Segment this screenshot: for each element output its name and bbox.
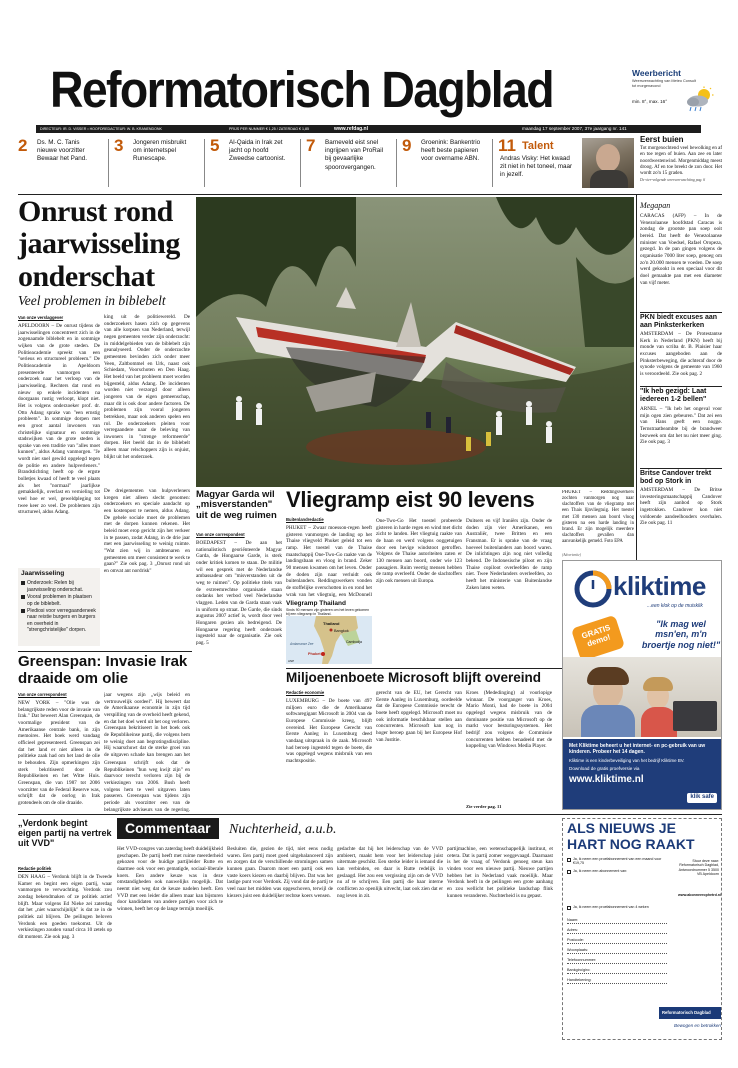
sun-cloud-rain-icon [682,86,716,114]
weather-widget-source: Weersverwachting van Meteo Consult [632,78,696,83]
kliktime-tagline: ...een klok op de muisklik [647,603,703,609]
fact-box-item-text: Onderzoek: Relen bij jaarwisseling onderschat. [27,580,84,593]
ad-blurb: Met Kliktime beheert u het internet- en pc-gebruik van uw kinderen. Probeer het 14 dagen. [569,743,706,756]
coupon-option[interactable] [567,905,667,910]
map-label: Bangkok [334,629,349,633]
verdonk-body: DEN HAAG – Verdonk blijft in de Tweede Kamer en begint een eigen partij, waar vanmorgen te verwachting. Verdonk zou zondag bekendmaken of ze politiek actief blijft. Maar volgens Ed Nieke zei zaterdag dat het „niet waarschijnlijk" is dat ze in de politiek zal blijven. De peilingen beloven Verdonk een goeden toekomst. Uit de verkiezingen zouden vanaf circa 10 zetels op dit moment. Zie ook pag. 3 [18,874,112,940]
weather-widget-period: tot morgenavond [632,83,661,88]
commentaar-title: Nuchterheid, a.u.b. [229,822,337,837]
lead-subhead: Veel problemen in biblebelt [18,293,166,308]
teaser-strip [18,137,635,191]
garda-body: BOEDAPEST – De aan het nationalistisch georiënteerde Magyar Garda, de Hongaarse Garde, is sterk onder kritiek komen te staan. De militie wil een gesprek met de Nederlandse ambassadeur om "misverstanden uit de weg te ruimen". Op politieke titels van de extreemrechtse organisatie staan ondanks het verbod veel Nederlandse vlaggen. Leden van de Garda staan vaak in uniform op straat. De Garde, die sinds augustus 2007 actief is, wordt door veel Hongaren gezien als bedreigend. De Hongaarse regering heeft onderzoek ingesteld naar de organisatie. Zie ook pag. 5 [196,540,282,646]
coupon-brand-bar [659,1007,721,1019]
weather-widget [632,68,718,118]
fact-box-item-text: Plediosi voor verregaandeneek naar reistie burgers en burgers en overheid in "strengchristelijke" dorpen. [27,608,96,634]
map-title: Vliegramp Thailand [286,600,346,607]
coupon-field[interactable] [567,917,667,924]
talent-portrait [582,138,634,188]
candover-headline: Britse Candover trekt bod op Stork in [640,470,712,485]
garda-byline: Van onze correspondent [196,532,245,537]
teaser-talent[interactable] [498,137,634,189]
lead-headline: Onrust rond jaarwisseling onderschat [18,195,180,293]
quote-headline: "Ik heb gezigd: Laat iedereen 1-2 bellen" [640,388,707,403]
weather-widget-temps: min. 8°, max. 16° [632,98,668,104]
coupon-field-label: Handtekening: [567,978,592,982]
fact-box-item [21,594,97,607]
checkbox-icon[interactable] [567,906,571,910]
fact-box-item [21,580,97,593]
greenspan-body-col1: NEW YORK – "Olie was de belangrijkste reden voor de invasie van Irak." Dat beweert Alan Greenspan, de voormalige president van de Amerikaanse centrale bank, in zijn memoires. Het boek werd vandaag officieel gepresenteerd. Greenspan zei dat het land er niet alleen in de politieke zaak had om het land de olie te behouden. Zijn opmerkingen zijn sterk bekritiseerd door de Republikeinen en het Witte Huis. Greenspan, die van 1987 tot 2006 voorzitter van de Federal Reserve was, schrijft dat de oorlog in Irak grotendeels om de olie draaide. [18,700,100,806]
kliktime-brand: kliktime [613,571,706,601]
coupon-slogan: Bewogen en betrokken [674,1023,721,1028]
crash-map [286,600,372,666]
map-caption: Sinds 90 mensen zijn gisteren om het leven gekomen bij een vliegramp in Thailand. [286,608,370,617]
crash-photo-caption: PHUKET – Reddingswerkers zochten vanmorgen nog naar slachtoffers van de vliegramp met een Thais lijnvliegtuig. Het toestel met 130 mensen aan boord vloog gisteren na een harde landing in brand. Er zijn mogelijk meerdere slachtoffers gevallen dan aanvankelijk gemeld. Foto EPA [562,490,634,544]
meta-editors: DIRECTEUR: IR. D. VISSER • HOOFDREDACTEUR: W. B. KRANENDONK [40,127,162,131]
coupon-field[interactable] [567,967,667,974]
coupon-option-label: Ja, ik neem een proefabonnement van 4 weken [573,905,649,909]
teaser-text: Jongeren misbruikt om internetspel Runescape. [133,139,187,163]
coupon-address: Stuur deze naar: Reformatorisch Dagblad, Antwoordnummer 5 3500 VB Apeldoorn [678,859,719,877]
ad-quote: "Ik mag wel msn'en, m'n broertje nog niet!" [641,619,721,650]
map-label: Cambodja [346,640,362,644]
coupon-field[interactable] [567,927,667,934]
coupon-option-label: Ja, ik neem een proefabonnement van een maand voor €19,75 [573,857,662,866]
coupon-field-label: Adres: [567,928,578,932]
weather-box [640,133,722,193]
meta-bar [36,125,701,133]
teaser-page-number: 11 [498,136,516,155]
pkn-headline: PKN biedt excuses aan aan Pinksterkerken [640,314,718,329]
teaser-page-number: 2 [18,136,28,155]
website-link[interactable]: www.refdag.nl [334,126,368,132]
teaser[interactable] [402,137,488,189]
kliktime-logo-icon [573,569,613,609]
meta-price: PRIJS PER NUMMER € 1,25 / ZATERDAG € 1,85 [229,127,310,131]
pkn-body: AMSTERDAM – De Protestantse Kerk in Nederland (PKN) heeft bij monde van scriba dr. B. Plaisier haar excuses aangeboden aan de Pinksterbeweging, die achteraf door de synode volgens de gemeente van 1960 is veroordeeld. Zie ook pag. 2 [640,331,722,377]
teaser-page-number: 3 [114,136,124,155]
map-label: Andamanse Zee [290,642,314,646]
coupon-brand: Reformatorisch Dagblad [662,1010,711,1015]
microsoft-footer: Zie verder pag. 11 [466,804,502,809]
kliksafe-logo: klik safe [687,793,717,803]
garda-headline: Magyar Garda wil „misverstanden" uit de weg ruimen [196,489,277,521]
fact-box-item [21,608,97,634]
coupon-option[interactable] [567,857,667,866]
microsoft-headline: Miljoenenboete Microsoft blijft overeind [286,670,542,685]
checkbox-icon [21,581,25,585]
map-label: Thailand [323,621,340,626]
checkbox-icon [21,609,25,613]
teaser-label: Talent [522,140,554,152]
lead-body-col3: De dreigementen van hulpverleners kregen niet alleen slecht genomen: onderzoekers en speciale aandacht op een kostenpost te nemen, aldus Adang. De gehele sociale moet de problemen met de dorpen kunnen rekenen. Het beleid moet erop gericht zijn het verkeer in te passen, zodat Adang, in de drie jaar met een jaarwisseling te weinig ruimte. "Wat zien wij in ambtenaren en gemeenten om meer consistent te werk te gaan?" Zie ook pag. 3 „Onrust rond uit en omvat ant nordrisk" [104,488,190,574]
coupon-field-label: Postcode: [567,938,584,942]
teaser-text: Andras Visky: Het kwaad zit niet in het toneel, maar in jezelf. [500,155,573,179]
map-source: ANP [288,659,295,663]
fact-box-title: Jaarwisseling [21,570,65,577]
commentaar-col1: Het VVD-congres van zaterdag heeft duidelijkheid geschapen. De partij heeft met ruime meerderheid gekozen voor de huidige partijleider Rutte en daarmee ook voor een gematigde, sociaal-liberale koers. Een andere keuze was in deze omstandigheden ook nauwelijks mogelijk. Dat neemt niet weg dat de keuze nadelen heeft. Een VVD met een leider die alleen maar kan bijsturen door kandidaten van andere partijen voor zich te winnen, heeft het op de lange termijn moeilijk. [117,846,223,912]
verdonk-headline: „Verdonk begint eigen partij na vertrek uit VVD" [18,818,112,849]
coupon-field-label: Telefoonnummer: [567,958,597,962]
coupon-title-line2: HART NOG RAAKT [567,836,695,852]
masthead [18,6,718,124]
coupon-option[interactable] [567,869,667,874]
commentaar-col4: partijmachine, een wetenschappelijk instituut, et cetera. Dat is partij zomer weggevaagd. Daarnaast is het de vraag of Verdonk genoeg steun kan vinden voor een nieuwe partij. Nieuwe partijen hebben het in Nederland vaak moeilijk. Maar Verdonk heeft in de peilingen een grote aanhang en zou wellicht het politieke landschap flink kunnen veranderen. Nuchterheid is nu gepast. [447,846,553,899]
coupon-option-label: Ja, ik neem een abonnement van: [573,869,628,873]
teaser-text: Ds. M. C. Tanis nieuwe voorzitter Bewaar het Pand. [37,139,88,163]
ad-cta: Download de gratis proefversie via [569,766,640,772]
candover-body: AMSTERDAM – De Britse investeringsmaatschappij Candover heeft zijn aanbod op Stork ingetrokken. Candover kon niet voldoende aandeelhouders overhalen. Zie ook pag. 11 [640,487,722,527]
weather-box-credit: De vier-volgende weersverwachting pag. 6 [640,178,706,183]
teaser[interactable] [114,137,200,189]
coupon-field[interactable] [567,977,667,984]
checkbox-icon[interactable] [567,870,571,874]
crash-byline: Buitenlandredactie [286,517,324,522]
lead-byline: Van onze verslaggever [18,315,64,320]
issue-date: maandag 17 september 2007, 37e jaargang nr. 141 [522,126,627,131]
greenspan-headline: Greenspan: Invasie Irak draaide om olie [18,653,188,687]
ad-blurb-panel [563,739,722,810]
quote-body: ARNEL – "Ik heb het ongeval voor mijn ogen zien gebeuren." Dat zei een van Hans geeft een nogge. Ternstraatbeambte bij de brandweer bezweek om dat het nu niet meer ging. Zie ook pag. 3 [640,406,722,446]
lead-body-col2: king uit de politiewereld. De onderzoekers hasen zich op gegevens van alle korpsen van Nederland, terwijl negen gemeenten verder zijn onderzocht: in middelgebieden van de biblebelt zijn geanalyseerd. Onder de onderzochte gemeenten bevinden zich onder meer Veen, Zaltbommel en Urk, naast ook Schiedam, Voorschoten en Den Haag. Het beeld van het probleem moet worden bijgesteld, aldus Adang. De incidenten worden niet verzorgd door alleen jongeren van de eigen gemeenschap, maar dit is ook door andere factoren. De problemen zijn vooral jongeren betrekken, maar ook anderen spelen een rol. De onderzoekers pleiten voor verregaandere naar de beleving van inwoners in "strenge reformeerde" dorpen. Het beeld dat in de biblebelt alleen maar relschoppers zijn is onjuist, blijkt uit het onderzoek. [104,314,190,460]
coupon-field-label: Woonplaats: [567,948,589,952]
ad-url-link[interactable]: www.kliktime.nl [569,774,644,785]
microsoft-body-col1: LUXEMBURG – De boete van 497 miljoen euro die de Amerikaanse softwaregigant Microsoft in 2004 van de Europese Commissie kreeg, blijft overeind. Het Europese Gerecht van Eerste Aanleg in Luxemburg deed vandaag uitspraak in de zaak. Microsoft had beroep ingesteld tegen de boete, die was opgelegd wegens misbruik van een machtspositie. [286,698,372,764]
commentaar-col2: Besluiten die, gezien de tijd, niet eens nodig waren. Een partij moet goed uitgebalanceerd zijn en zorgen dat de verschillende stromingen samen kunnen gaan. Daarom moet een partij ook een vaste koers kiezen en daarbij blijven. Dat was het lastige punt voor Verdonk. Zij vond dat de partij te veel naar het midden was opgeschoven, terwijl de kiezers juist een duidelijker rechtse koers wensen. [227,846,333,899]
crash-body-col3: Duitsers en vijf Iraniërs zijn. Onder de doden zijn vier Amerikanen, een Australiër, twee Britten en een Fransman. Er is sprake van de vraag hoeveel buitenlanders aan boord waren. De inlichtingen zijn nog niet volledig bekend. De Indonesische piloot en zijn Thaise copiloot overleefden de ramp niet. Twee Nederlanders overleefden, zo heeft het ministerie van Buitenlandse Zaken laten weten. [466,518,552,591]
megapan-title: Megapan [640,201,671,210]
crash-body-col1: PHUKET – Zwaar moesson-regen heeft gisteren vanmorgen de landing op het Thaise vliegveld Phuket geleid tot een ramp. Het toestel van de Thaise maatschappij One-Two-Go raakte van de landingsbaan en vloog in brand. Zeker 90 mensen kwamen om het leven. Onder de doden zijn naar verluidt ook buitenlanders. Reddingswerkers vonden de stoffelijke overschotten in en rond het wrak van het vliegtuig, een McDonnell [286,525,372,597]
checkbox-icon [21,595,25,599]
teaser-text: Al-Qaida in Irak zet jacht op hoofd Zweedse cartoonist. [229,139,286,163]
subscription-coupon[interactable] [562,818,722,1040]
ad-blurb-secondary: Kliktime is een kinderbeveiliging van het bedrijf Kliktime BV. [569,757,685,763]
coupon-field[interactable] [567,957,667,964]
checkbox-icon[interactable] [567,858,571,862]
weather-widget-title: Weerbericht [632,68,681,78]
lead-fact-box [18,568,100,646]
coupon-field-label: Bankgiro/giro: [567,968,591,972]
greenspan-byline: Van onze correspondent [18,692,67,697]
weather-box-title: Eerst buien [640,135,684,144]
fact-box-item-text: Vooral problemen in plaatsen op de biblebelt. [27,594,92,607]
teaser[interactable] [306,137,392,189]
coupon-title-line1: ALS NIEUWS JE [567,820,676,836]
teaser[interactable] [210,137,296,189]
teaser-page-number: 9 [402,136,412,155]
commentaar-header [117,818,557,842]
coupon-field[interactable] [567,947,667,954]
ad-photo [563,657,722,737]
coupon-web-link[interactable]: www.abonneerophetrd.nl [678,893,721,897]
teaser-text: Groenink: Bankentrio heeft beste papieren voor overname ABN. [421,139,481,163]
map-label: Phuket [308,652,321,656]
microsoft-body-col3: Kroes (Mededinging) al voorlopige winnaar. De voorganger van Kroes, Mario Monti, had de boete in 2004 opgelegd wegens misbruik van de dominante positie van Microsoft op de markt voor besturingssystemen. Het bedrijf zou volgens de Commissie concurrenten hebben benadeeld met de koppeling van Windows Media Player. [466,690,552,750]
microsoft-byline: Redactie economie [286,690,325,695]
crash-photo [196,197,634,487]
verdonk-byline: Redactie politiek [18,866,52,871]
kliktime-ad[interactable] [562,560,722,810]
lead-body-col1: APELDOORN – De onrust tijdens de jaarwisselingen concentreert zich in de zogenaamde biblebelt en in sommige wijken van de grote steden. De Politieacademie spreekt van een "serieus en structureel probleem." De Politieacademie in Apeldoorn presenteerde vanmorgen een onderzoek naar het verloop van de jaarwisseling. Rechters dat rond en nieuw op enkele incidenten na doorgaans rustig verloopt, klopt niet. Het is volgens onderzoeker prof. dr. Otto Adang sprake van "een ernstig probleem". In sommige dorpen met een groot aantal inwoners van christelijke signatuur en sommige stadswijken van de grote steden is sprake van een traditie van "alles moet kunnen", aldus Adang vanmorgen. "Je wordt niet snel gewild opgelegd tegen de politie en andere hulpverleners." Brandstichting heeft op de ergste bolletjes kwaad of heeft te veel plaats als het "normaal" jaarlijkse gemakkelijk, overlast en vernieling tot veel hoe er wel, geweldpleging tot twee keer zo veel. De problemen zijn structureel, aldus Adang. [18,323,100,516]
crash-headline: Vliegramp eist 90 levens [286,487,535,512]
greenspan-body-col2: jaar wegens zijn „wijs beleid en vertrouwelijk oordeel". Hij beweert dat de Amerikaanse economie in zijn tijd verspilling van de overheid heeft gekend, en dat het doel werd uit het oog verloren. Greenspan bekritiseert in het boek ook de Republikeinse partij, die volgens hem te weinig doet aan begrotingsdiscipline. Hij waarschuwt dat de sterke groei van de uitgaven schade kan brengen aan het [104,692,190,757]
teaser-page-number: 5 [210,136,220,155]
coupon-field[interactable] [567,937,667,944]
teaser[interactable] [18,137,102,189]
masthead-title: Reformatorisch Dagblad [50,61,553,118]
commentaar-col3: gedachte dat hij het leiderschap van de VVD ambieert, maakt hem voor het leiderschap juist uitermate geschikt. Een sterke leider is iemand die kan verbinden, en daar is Rutte redelijk in geslaagd. Het zou een vergissing zijn om de VVD nu af te schrijven. Een partij die haar interne conflicten zo openlijk uitvecht, laat ook zien dat er nog leven in zit. [337,846,443,899]
crash-body-col2: One-Two-Go Het toestel probeerde gisteren in harde regen en wind met dicht zicht te landen. Het vliegtuig raakte van de baan en werd volgens ooggetuigen door een hevige windstoot getroffen. Volgens de Thaise autoriteiten zaten er 130 mensen aan boord, onder wie 123 passagiers. Ruim veertig mensen hebben de ramp overleefd. Onder de slachtoffers zijn ook mensen uit Europa. [376,518,462,584]
coupon-field-label: Naam: [567,918,579,922]
megapan-body: CARACAS (AFP) – In de Venezolaanse hoofdstad Caracas is zondag de grootste pan soep ooit bereid. Dat heeft de Venezolaanse minister van Voedsel, Rafael Oropeza, gezegd. In de pan gingen volgens de organisatie 7000 liter soep, genoeg om zo'n 20.000 mensen te voeden. De soep werd gekookt in een speciaal voor dit doel gemaakte pan met een diameter van vijf meter. [640,213,722,286]
commentaar-label: Commentaar [117,818,219,839]
teaser-text: Barneveld eist snel ingrijpen van ProRail bij gevaarlijke spoorovergangen. [325,139,384,171]
gratis-demo-badge[interactable]: GRATIS demo! [571,615,625,662]
microsoft-body-col2: gerecht van de EU, het Gerecht van Eerste Aanleg in Luxemburg, oordeelde dat de Europese Commissie terecht de boete heeft opgelegd. Microsoft moet nu ook informatie beschikbaar stellen aan concurrenten. Microsoft kan nog in hoger beroep gaan bij het Europese Hof van Justitie. [376,690,462,743]
greenspan-body-col3: Greenspan schrijft ook dat de Republikeinen "hun weg kwijt zijn" en daarvoor terecht verloren zijn bij de verkiezingen van 2006. Bush heeft volgens hem te veel uitgaven laten passeren. Greenspan was tijdens zijn periode als voorzitter een van de belangrijkste adviseurs van de regering. [104,760,190,812]
teaser-page-number: 7 [306,136,316,155]
weather-box-text: Tot morgenochtend veel bewolking en af en toe regen of buien. Aan zee en later noordwestenwind. Morgenmiddag meest droog. Af en toe breekt de zon door. Het wordt zo'n 15 graden. [640,146,722,177]
ad-label: (Advertentie) [562,553,581,557]
